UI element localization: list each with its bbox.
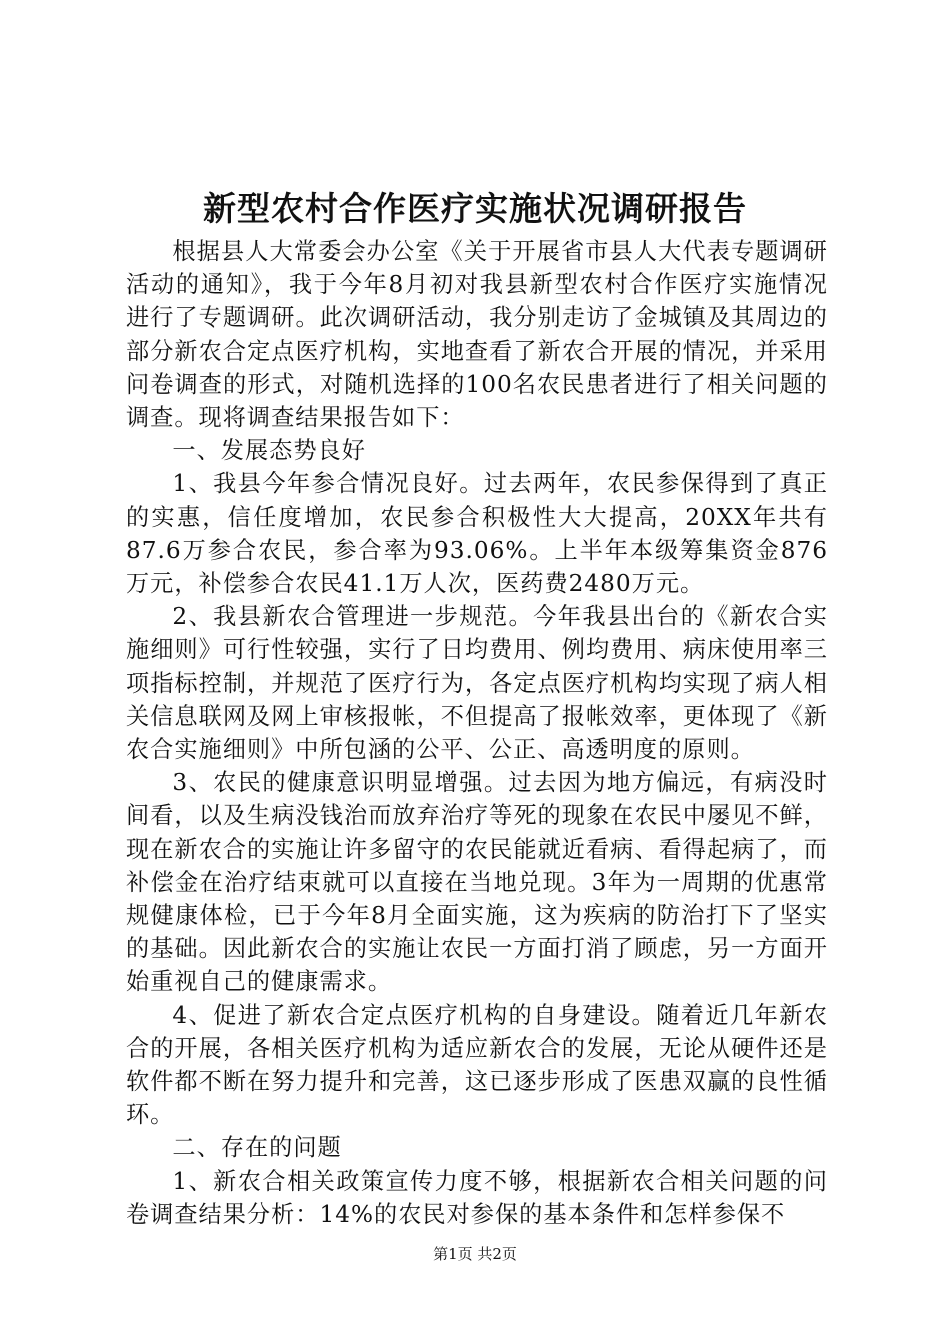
section-heading-1: 一、发展态势良好 [172,437,366,465]
document-title: 新型农村合作医疗实施状况调研报告 [203,189,747,228]
paragraph-intro: 根据县人大常委会办公室《关于开展省市县人大代表专题调研活动的通知》，我于今年8月初对我县新型农村合作医疗实施情况进行了专题调研。此次调研活动，我分别走访了金城镇及其周边的部分新农合定点医疗机构，实地查看了新农合开展的情况，并采用问卷调查的形式，对随机选择的100名农民患者进行了相关问题的调查。现将调查结果报告如下： [126,238,828,432]
paragraph-item-2: 2、我县新农合管理进一步规范。今年我县出台的《新农合实施细则》可行性较强，实行了日均费用、例均费用、病床使用率三项指标控制，并规范了医疗行为，各定点医疗机构均实现了病人相关信息联网及网上审核报帐，不但提高了报帐效率，更体现了《新农合实施细则》中所包涵的公平、公正、高透明度的原则。 [126,603,828,764]
page-footer: 第1页 共2页 [433,1245,517,1263]
paragraph-problem-1: 1、新农合相关政策宣传力度不够，根据新农合相关问题的问卷调查结果分析：14%的农民对参保的基本条件和怎样参保不 [126,1167,828,1228]
paragraph-item-4: 4、促进了新农合定点医疗机构的自身建设。随着近几年新农合的开展，各相关医疗机构为适应新农合的发展，无论从硬件还是软件都不断在努力提升和完善，这已逐步形成了医患双赢的良性循环。 [126,1001,828,1129]
document-body [126,235,828,1231]
paragraph-item-3: 3、农民的健康意识明显增强。过去因为地方偏远，有病没时间看，以及生病没钱治而放弃治疗等死的现象在农民中屡见不鲜，现在新农合的实施让许多留守的农民能就近看病、看得起病了，而补偿金在治疗结束就可以直接在当地兑现。3年为一周期的优惠常规健康体检，已于今年8月全面实施，这为疾病的防治打下了坚实的基础。因此新农合的实施让农民一方面打消了顾虑，另一方面开始重视自己的健康需求。 [126,769,828,996]
paragraph-item-1: 1、我县今年参合情况良好。过去两年，农民参保得到了真正的实惠，信任度增加，农民参合积极性大大提高，20XX年共有87.6万参合农民，参合率为93.06%。上半年本级筹集资金876万元，补偿参合农民41.1万人次，医药费2480万元。 [126,470,828,598]
section-heading-2: 二、存在的问题 [172,1134,342,1162]
